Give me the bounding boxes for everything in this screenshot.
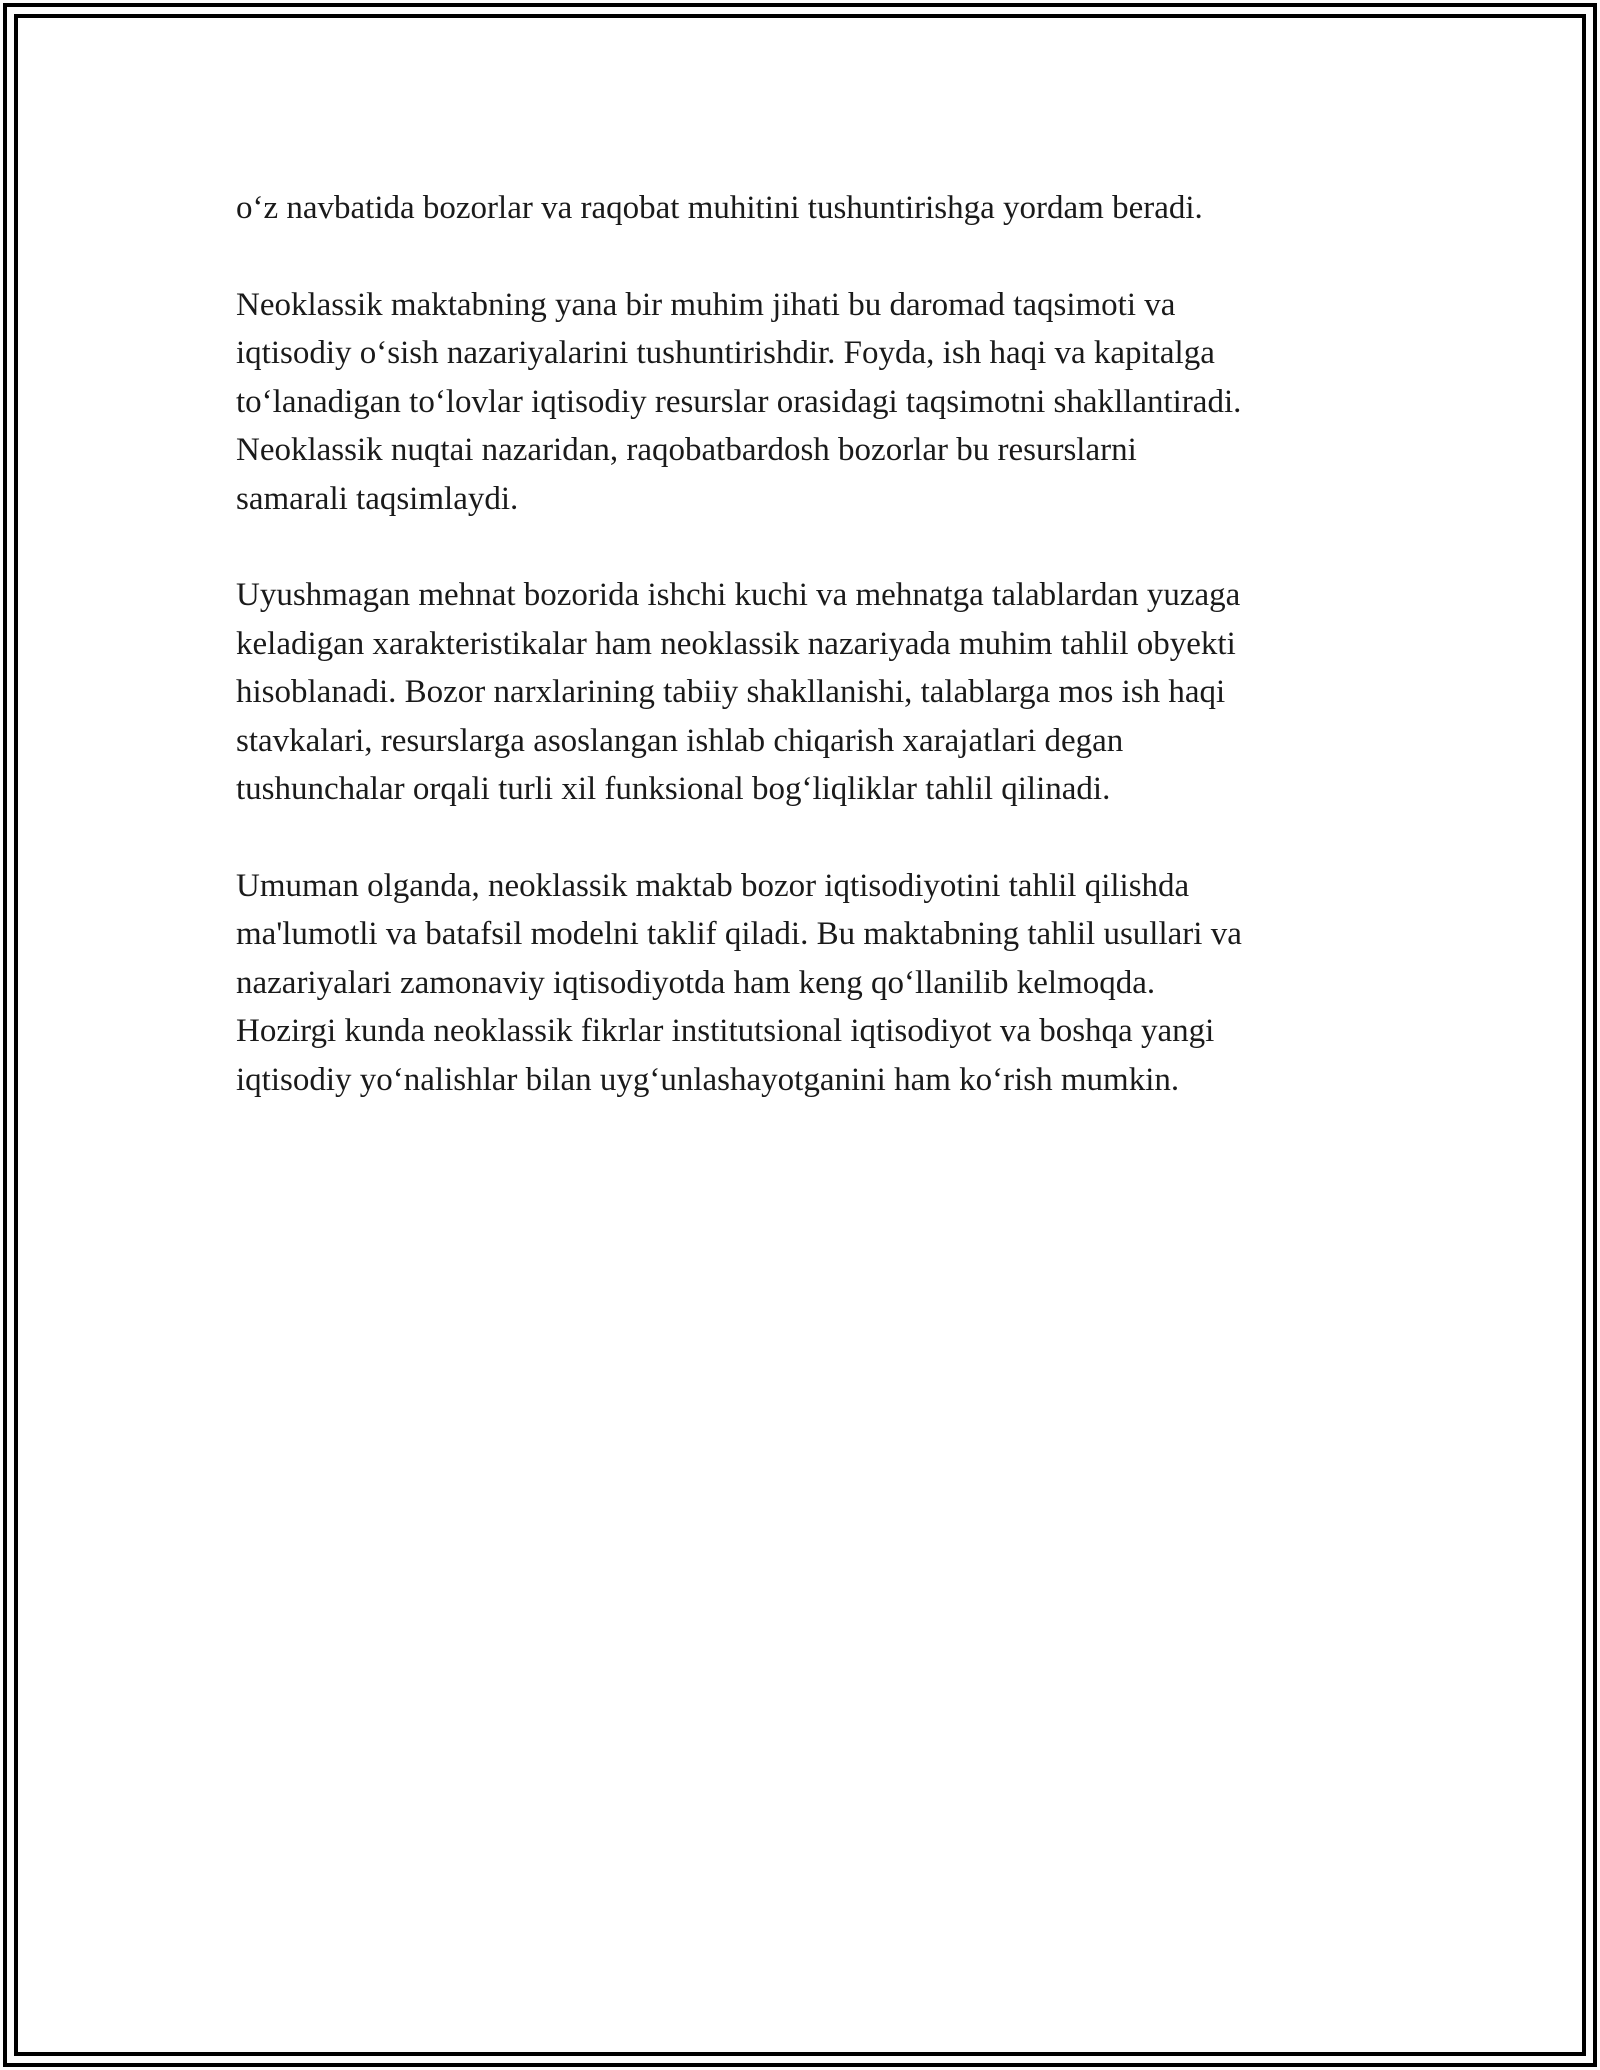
paragraph-4: Umuman olganda, neoklassik maktab bozor iqtisodiyotini tahlil qilishda ma'lumotli va batafsil modelni taklif qiladi. Bu maktabning tahlil usullari va nazariyalari zamonaviy iqtisodiyotda ham keng qo‘llanilib kelmoqda. Hozirgi kunda neoklassik fikrlar institutsional iqtisodiyot va boshqa yangi iqtisodiy yo‘nalishlar bilan uyg‘unlashayotganini ham ko‘rish mumkin.	[236, 867, 1242, 1098]
paragraph-3: Uyushmagan mehnat bozorida ishchi kuchi va mehnatga talablardan yuzaga keladigan xarakteristikalar ham neoklassik nazariyada muhim tahlil obyekti hisoblanadi. Bozor narxlarining tabiiy shakllanishi, talablarga mos ish haqi stavkalari, resurslarga asoslangan ishlab chiqarish xarajatlari degan tushunchalar orqali turli xil funksional bog‘liqliklar tahlil qilinadi.	[236, 577, 1241, 807]
paragraph-1: o‘z navbatida bozorlar va raqobat muhitini tushuntirishga yordam beradi.	[236, 190, 1203, 226]
document-body	[236, 184, 1406, 1152]
paragraph-2: Neoklassik maktabning yana bir muhim jihati bu daromad taqsimoti va iqtisodiy o‘sish nazariyalarini tushuntirishdir. Foyda, ish haqi va kapitalga to‘lanadigan to‘lovlar iqtisodiy resurslar orasidagi taqsimotni shakllantiradi. Neoklassik nuqtai nazaridan, raqobatbardosh bozorlar bu resurslarni samarali taqsimlaydi.	[236, 286, 1242, 517]
